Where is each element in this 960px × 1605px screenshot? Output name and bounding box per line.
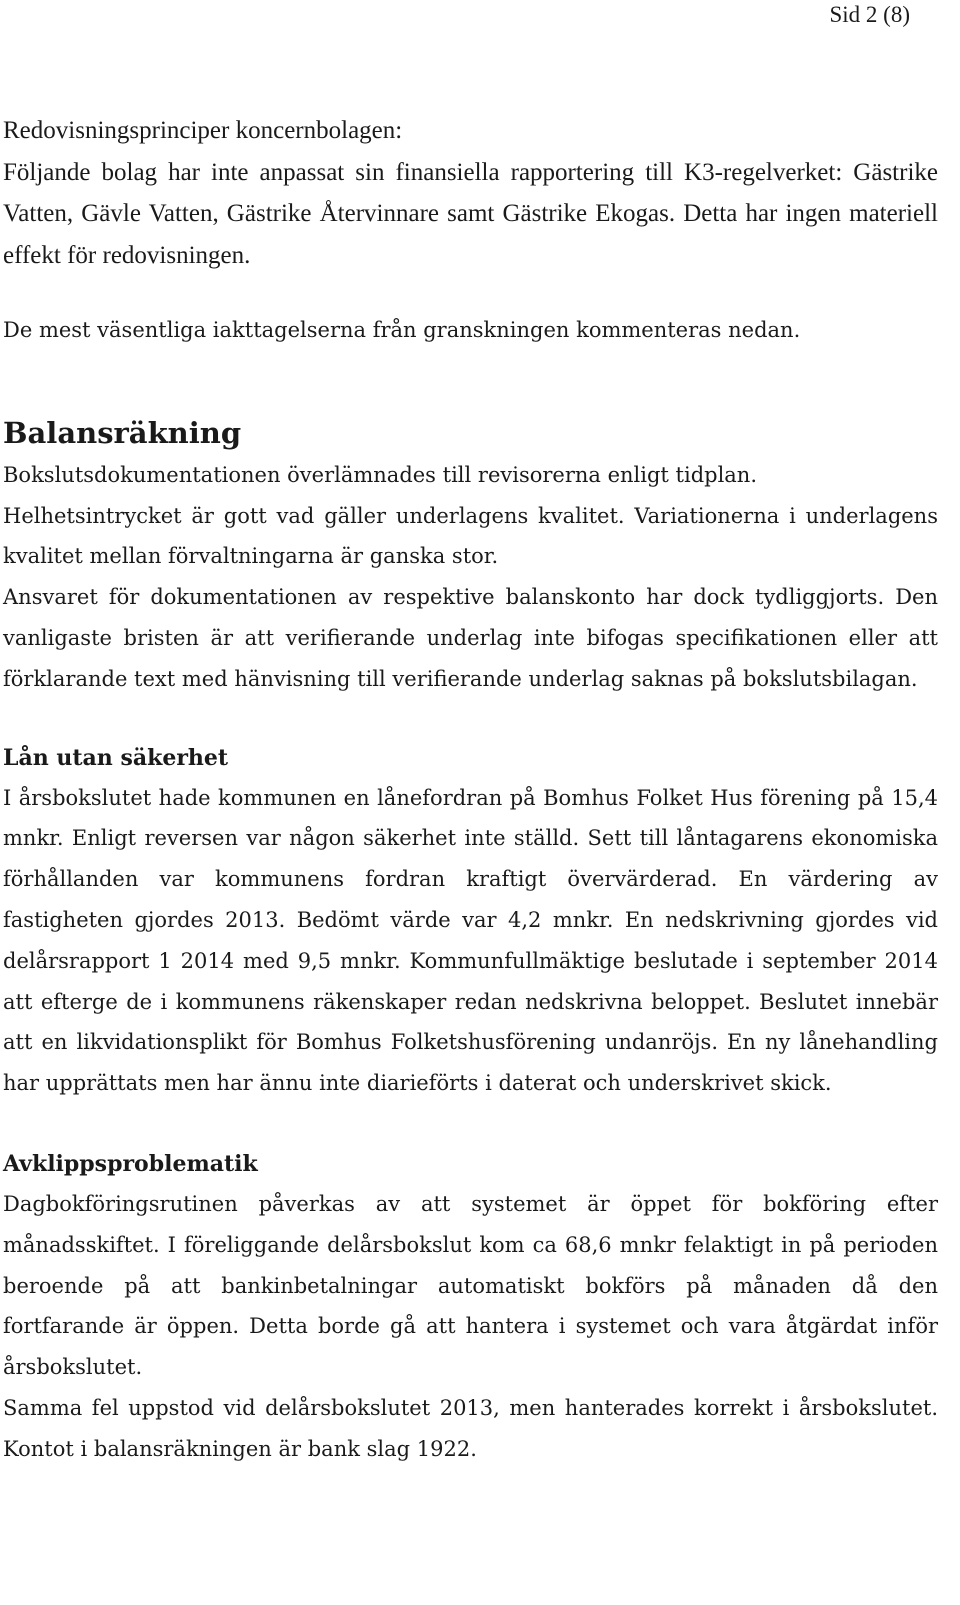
intro-heading: Redovisningsprinciper koncernbolagen: [3, 117, 403, 144]
section-paragraph: Ansvaret för dokumentationen av respektive balanskonto har dock tydliggjorts. Den vanligaste bristen är att verifierande underlag inte bifogas specifikationen eller att förklarande text med hänvisning till verifierande underlag saknas på bokslutsbilagan. [3, 585, 938, 691]
page-number: Sid 2 (8) [829, 2, 910, 27]
section-title-avklippsproblematik: Avklippsproblematik [3, 1150, 258, 1177]
section-paragraph: Helhetsintrycket är gott vad gäller underlagens kvalitet. Variationerna i underlagens kvalitet mellan förvaltningarna är ganska stor. [3, 503, 938, 569]
section-paragraph: Samma fel uppstod vid delårsbokslutet 2013, men hanterades korrekt i årsbokslutet. Kontot i balansräkningen är bank slag 1922. [3, 1395, 938, 1461]
section-paragraph: I årsbokslutet hade kommunen en lånefordran på Bomhus Folket Hus förening på 15,4 mnkr. Enligt reversen var någon säkerhet inte ställd. Sett till låntagarens ekonomiska förhållanden var kommunens fordran kraftigt övervärderad. En värdering av fastigheten gjordes 2013. Bedömt värde var 4,2 mnkr. En nedskrivning gjordes vid delårsrapport 1 2014 med 9,5 mnkr. Kommunfullmäktige beslutade i september 2014 att efterge de i kommunens räkenskaper redan nedskrivna beloppet. Beslutet innebär att en likvidationsplikt för Bomhus Folketshusförening undanröjs. En ny lånehandling har upprättats men har ännu inte diarieförts i daterat och underskrivet skick. [3, 785, 938, 1096]
section-title-balansrakning: Balansräkning [3, 415, 242, 450]
section-paragraph: Bokslutsdokumentationen överlämnades till revisorerna enligt tidplan. [3, 462, 758, 487]
intro-note: De mest väsentliga iakttagelserna från granskningen kommenteras nedan. [3, 318, 801, 342]
intro-paragraph: Följande bolag har inte anpassat sin finansiella rapportering till K3-regelverket: Gästrike Vatten, Gävle Vatten, Gästrike Återvinnare samt Gästrike Ekogas. Detta har ingen materiell effekt för redovisningen. [3, 158, 938, 269]
section-paragraph: Dagbokföringsrutinen påverkas av att systemet är öppet för bokföring efter månadsskiftet. I föreliggande delårsbokslut kom ca 68,6 mnkr felaktigt in på perioden beroende på att bankinbetalningar automatiskt bokförs på månaden då den fortfarande är öppen. Detta borde gå att hantera i systemet och vara åtgärdat inför årsbokslutet. [3, 1191, 938, 1380]
document-body [3, 110, 938, 1470]
section-title-lan-utan-sakerhet: Lån utan säkerhet [3, 744, 229, 771]
